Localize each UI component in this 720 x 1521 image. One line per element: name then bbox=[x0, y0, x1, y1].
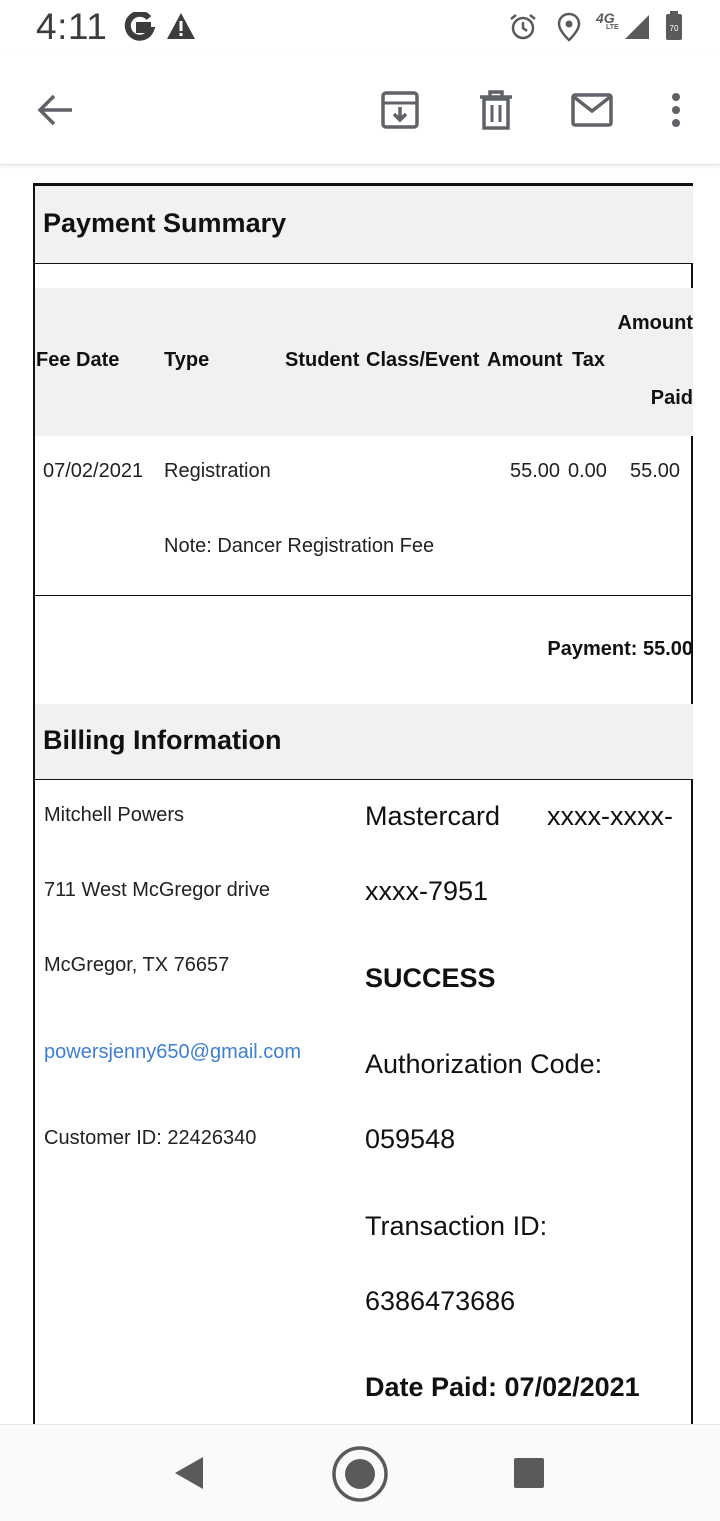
nav-recents-icon[interactable] bbox=[513, 1457, 545, 1489]
more-options-button[interactable] bbox=[648, 82, 704, 138]
col-amount-paid-line2: Paid bbox=[650, 387, 693, 409]
col-amount: Amount bbox=[487, 349, 563, 371]
network-label: 4G bbox=[596, 10, 615, 26]
col-type: Type bbox=[164, 349, 210, 371]
payment-summary-header bbox=[35, 186, 693, 263]
divider bbox=[35, 595, 693, 596]
col-class-event: Class/Event bbox=[366, 349, 480, 371]
divider bbox=[35, 263, 693, 264]
row-amount-paid: 55.00 bbox=[630, 460, 681, 482]
billing-address-line2: McGregor, TX 76657 bbox=[44, 954, 230, 976]
delete-button[interactable] bbox=[468, 82, 524, 138]
more-options-icon bbox=[670, 92, 682, 128]
billing-name: Mitchell Powers bbox=[44, 804, 185, 826]
status-bar bbox=[0, 0, 720, 56]
battery-level: 70 bbox=[669, 24, 679, 33]
card-brand: Mastercard bbox=[365, 801, 501, 831]
row-note: Note: Dancer Registration Fee bbox=[164, 535, 435, 557]
archive-button[interactable] bbox=[372, 82, 428, 138]
billing-information-header bbox=[35, 704, 693, 779]
lte-4g-icon: 4G LTE bbox=[596, 10, 619, 31]
billing-information-title: Billing Information bbox=[43, 725, 282, 755]
col-amount-paid-line1: Amount bbox=[617, 312, 693, 334]
receipt-container bbox=[33, 183, 693, 1424]
table-header bbox=[35, 288, 693, 436]
transaction-label: Transaction ID: bbox=[365, 1211, 548, 1241]
customer-id: Customer ID: 22426340 bbox=[44, 1127, 257, 1149]
nav-home-icon[interactable] bbox=[331, 1445, 389, 1503]
mark-unread-icon bbox=[571, 93, 613, 127]
transaction-id: 6386473686 bbox=[365, 1286, 516, 1316]
google-icon bbox=[122, 12, 156, 42]
billing-address-line1: 711 West McGregor drive bbox=[44, 879, 271, 901]
billing-email-link[interactable]: powersjenny650@gmail.com bbox=[44, 1041, 302, 1063]
email-content[interactable] bbox=[0, 166, 720, 1424]
col-fee-date: Fee Date bbox=[36, 349, 120, 371]
payment-total: Payment: 55.00 bbox=[547, 638, 693, 660]
signal-icon bbox=[624, 14, 650, 40]
date-paid: Date Paid: 07/02/2021 bbox=[365, 1372, 640, 1402]
location-icon bbox=[556, 12, 582, 42]
navigation-bar bbox=[0, 1424, 720, 1521]
archive-icon bbox=[380, 90, 420, 130]
back-button[interactable] bbox=[27, 82, 83, 138]
app-bar bbox=[0, 56, 720, 165]
battery-icon bbox=[664, 10, 684, 42]
card-number-part1: xxxx-xxxx- bbox=[547, 801, 673, 831]
payment-status: SUCCESS bbox=[365, 963, 496, 993]
card-number-part2: xxxx-7951 bbox=[365, 876, 489, 906]
payment-summary-title: Payment Summary bbox=[43, 208, 287, 238]
back-arrow-icon bbox=[36, 93, 74, 127]
row-type: Registration bbox=[164, 460, 271, 482]
row-tax: 0.00 bbox=[568, 460, 607, 482]
alarm-icon bbox=[508, 12, 538, 42]
status-time: 4:11 bbox=[36, 6, 108, 47]
nav-back-icon[interactable] bbox=[172, 1455, 206, 1491]
authorization-label: Authorization Code: bbox=[365, 1049, 603, 1079]
mark-unread-button[interactable] bbox=[564, 82, 620, 138]
authorization-code: 059548 bbox=[365, 1124, 456, 1154]
divider bbox=[35, 779, 693, 780]
col-tax: Tax bbox=[572, 349, 605, 371]
row-amount: 55.00 bbox=[510, 460, 561, 482]
delete-icon bbox=[478, 90, 514, 130]
row-fee-date: 07/02/2021 bbox=[43, 460, 144, 482]
warning-icon bbox=[166, 12, 196, 40]
col-student: Student bbox=[285, 349, 360, 371]
